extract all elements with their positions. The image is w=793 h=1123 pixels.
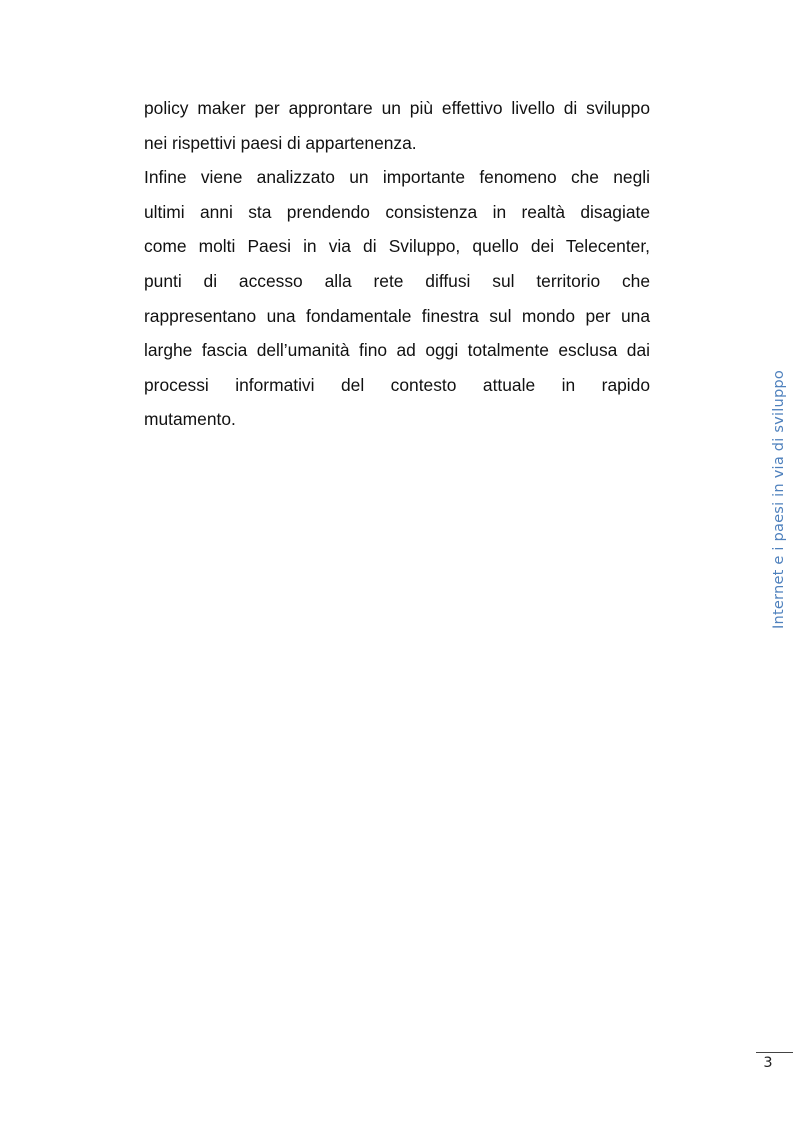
running-header-vertical: Internet e i paesi in via di sviluppo [770, 369, 787, 629]
page-number: 3 [763, 1055, 773, 1071]
text-line: larghe fascia dell’umanità fino ad oggi totalmente esclusa dai [144, 340, 650, 361]
text-line: policy maker per approntare un più effettivo livello di sviluppo [144, 98, 650, 118]
text-line: ultimi anni sta prendendo consistenza in realtà disagiate [144, 201, 650, 222]
text-line: punti di accesso alla rete diffusi sul territorio che [144, 270, 650, 291]
text-line: Infine viene analizzato un importante fenomeno che negli [144, 167, 650, 188]
paragraph [144, 160, 650, 437]
text-line: come molti Paesi in via di Sviluppo, quello dei Telecenter, [144, 236, 650, 257]
text-line: rappresentano una fondamentale finestra sul mondo per una [144, 305, 650, 326]
text-line: processi informativi del contesto attuale in rapido [144, 374, 650, 395]
paragraph [144, 91, 650, 160]
text-line: mutamento. [144, 409, 236, 430]
body-text [144, 91, 650, 437]
text-line: nei rispettivi paesi di appartenenza. [144, 132, 417, 153]
